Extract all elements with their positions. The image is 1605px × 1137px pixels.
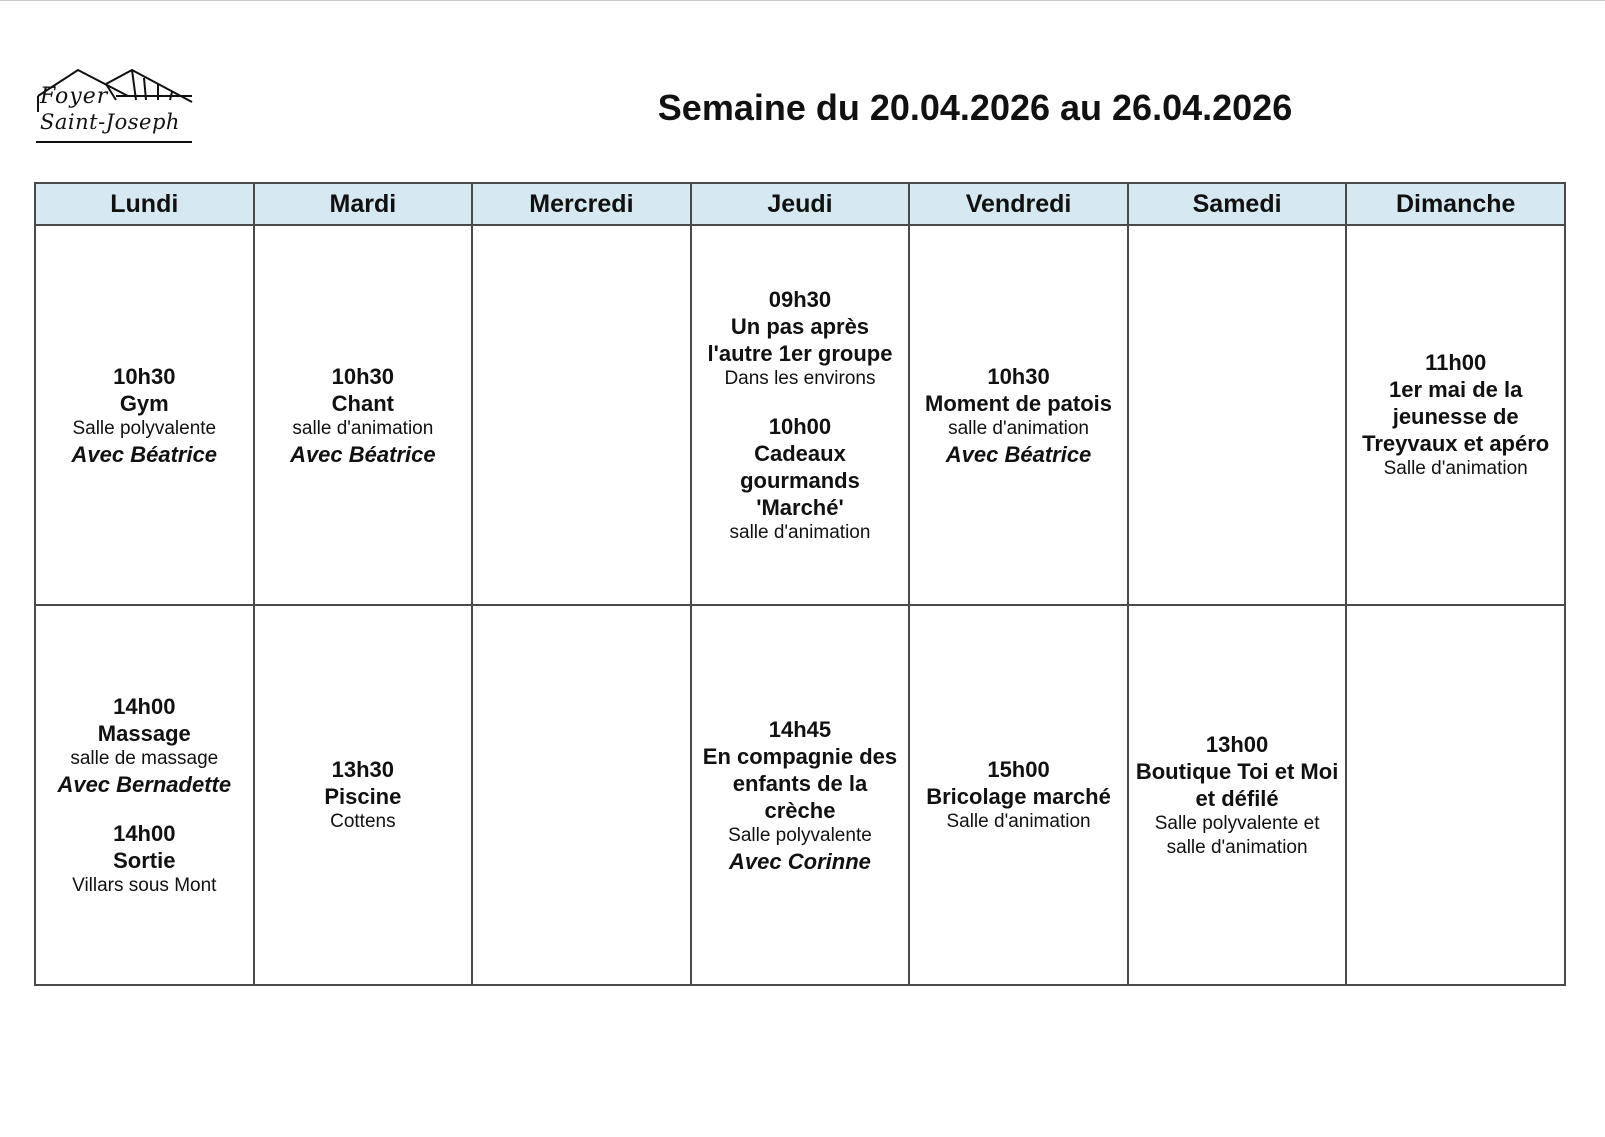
event-time: 09h30: [768, 286, 832, 312]
cell-mardi-afternoon: [254, 605, 473, 985]
event-time: 15h00: [987, 757, 1050, 782]
cell-vendredi-afternoon: [909, 605, 1128, 985]
event-time: 14h00: [113, 693, 176, 719]
event-title: Gym: [119, 390, 169, 416]
event-location: Salle polyvalente: [72, 417, 217, 439]
event-time: 10h00: [768, 413, 832, 439]
header-row: [35, 183, 1565, 225]
event: [696, 413, 905, 545]
event-location: Salle polyvalente et salle d'animation: [1154, 812, 1320, 858]
cell-dimanche-morning: [1346, 225, 1565, 605]
event-location: Salle d'animation: [946, 811, 1091, 832]
event-time: 11h00: [1425, 350, 1487, 375]
page-title: Semaine du 20.04.2026 au 26.04.2026: [657, 87, 1293, 128]
event-title: Cadeaux gourmands 'Marché': [740, 440, 860, 520]
event-title: Piscine: [324, 784, 402, 809]
event-title: En compagnie des enfants de la crèche: [702, 743, 898, 823]
event-title: Boutique Toi et Moi et défilé: [1135, 758, 1339, 811]
event-host: Avec Béatrice: [290, 441, 436, 467]
event: [259, 363, 468, 468]
event: [914, 756, 1123, 834]
day-header-mardi: Mardi: [254, 183, 473, 225]
event: [259, 756, 468, 834]
event: [40, 820, 249, 898]
day-header-samedi: Samedi: [1128, 183, 1347, 225]
cell-dimanche-afternoon: [1346, 605, 1565, 985]
event-time: 10h30: [987, 363, 1050, 389]
event: [1351, 349, 1560, 481]
day-header-jeudi: Jeudi: [691, 183, 910, 225]
event: [914, 363, 1123, 468]
event-location: salle de massage: [70, 747, 219, 769]
event-title: Bricolage marché: [926, 784, 1111, 809]
cell-mercredi-afternoon: [472, 605, 691, 985]
event-time: 13h00: [1205, 731, 1269, 757]
event-time: 14h45: [768, 716, 832, 742]
event-time: 14h00: [113, 820, 176, 846]
cell-lundi-morning: [35, 225, 254, 605]
day-header-vendredi: Vendredi: [909, 183, 1128, 225]
event-title: Massage: [97, 720, 191, 746]
cell-samedi-morning: [1128, 225, 1347, 605]
event-time: 10h30: [331, 363, 395, 389]
top-rule: [0, 0, 1605, 1]
event-location: salle d'animation: [729, 521, 871, 543]
event: [696, 286, 905, 391]
cell-jeudi-afternoon: [691, 605, 910, 985]
event: [696, 716, 905, 875]
event-host: Avec Béatrice: [945, 441, 1092, 467]
weekly-schedule-table: [34, 182, 1566, 986]
cell-samedi-afternoon: [1128, 605, 1347, 985]
event-title: Chant: [331, 390, 394, 416]
cell-mardi-morning: [254, 225, 473, 605]
event: [1133, 731, 1342, 860]
event-location: Salle d'animation: [1383, 458, 1528, 479]
day-header-mercredi: Mercredi: [472, 183, 691, 225]
event-title: Moment de patois: [925, 390, 1113, 416]
event-location: Dans les environs: [724, 367, 876, 389]
logo-line-1: Foyer: [40, 84, 109, 109]
cell-lundi-afternoon: [35, 605, 254, 985]
day-header-dimanche: Dimanche: [1346, 183, 1565, 225]
event-location: salle d'animation: [948, 417, 1089, 439]
afternoon-row: [35, 605, 1565, 985]
event-title: 1er mai de la jeunesse de Treyvaux et apéro: [1362, 377, 1550, 456]
event-title: Sortie: [113, 847, 176, 873]
logo: [36, 66, 200, 150]
event-location: salle d'animation: [292, 417, 434, 439]
event-time: 13h30: [331, 757, 395, 782]
logo-line-2: Saint-Joseph: [40, 110, 180, 134]
morning-row: [35, 225, 1565, 605]
cell-mercredi-morning: [472, 225, 691, 605]
event-location: Villars sous Mont: [72, 874, 217, 896]
event-time: 10h30: [113, 363, 176, 389]
event-title: Un pas après l'autre 1er groupe: [707, 313, 893, 366]
event: [40, 693, 249, 798]
event-host: Avec Corinne: [729, 848, 871, 874]
event: [40, 363, 249, 468]
day-header-lundi: Lundi: [35, 183, 254, 225]
cell-vendredi-morning: [909, 225, 1128, 605]
event-location: Salle polyvalente: [728, 824, 872, 846]
cell-jeudi-morning: [691, 225, 910, 605]
event-host: Avec Béatrice: [71, 441, 218, 467]
event-host: Avec Bernadette: [57, 771, 232, 797]
event-location: Cottens: [330, 811, 396, 832]
